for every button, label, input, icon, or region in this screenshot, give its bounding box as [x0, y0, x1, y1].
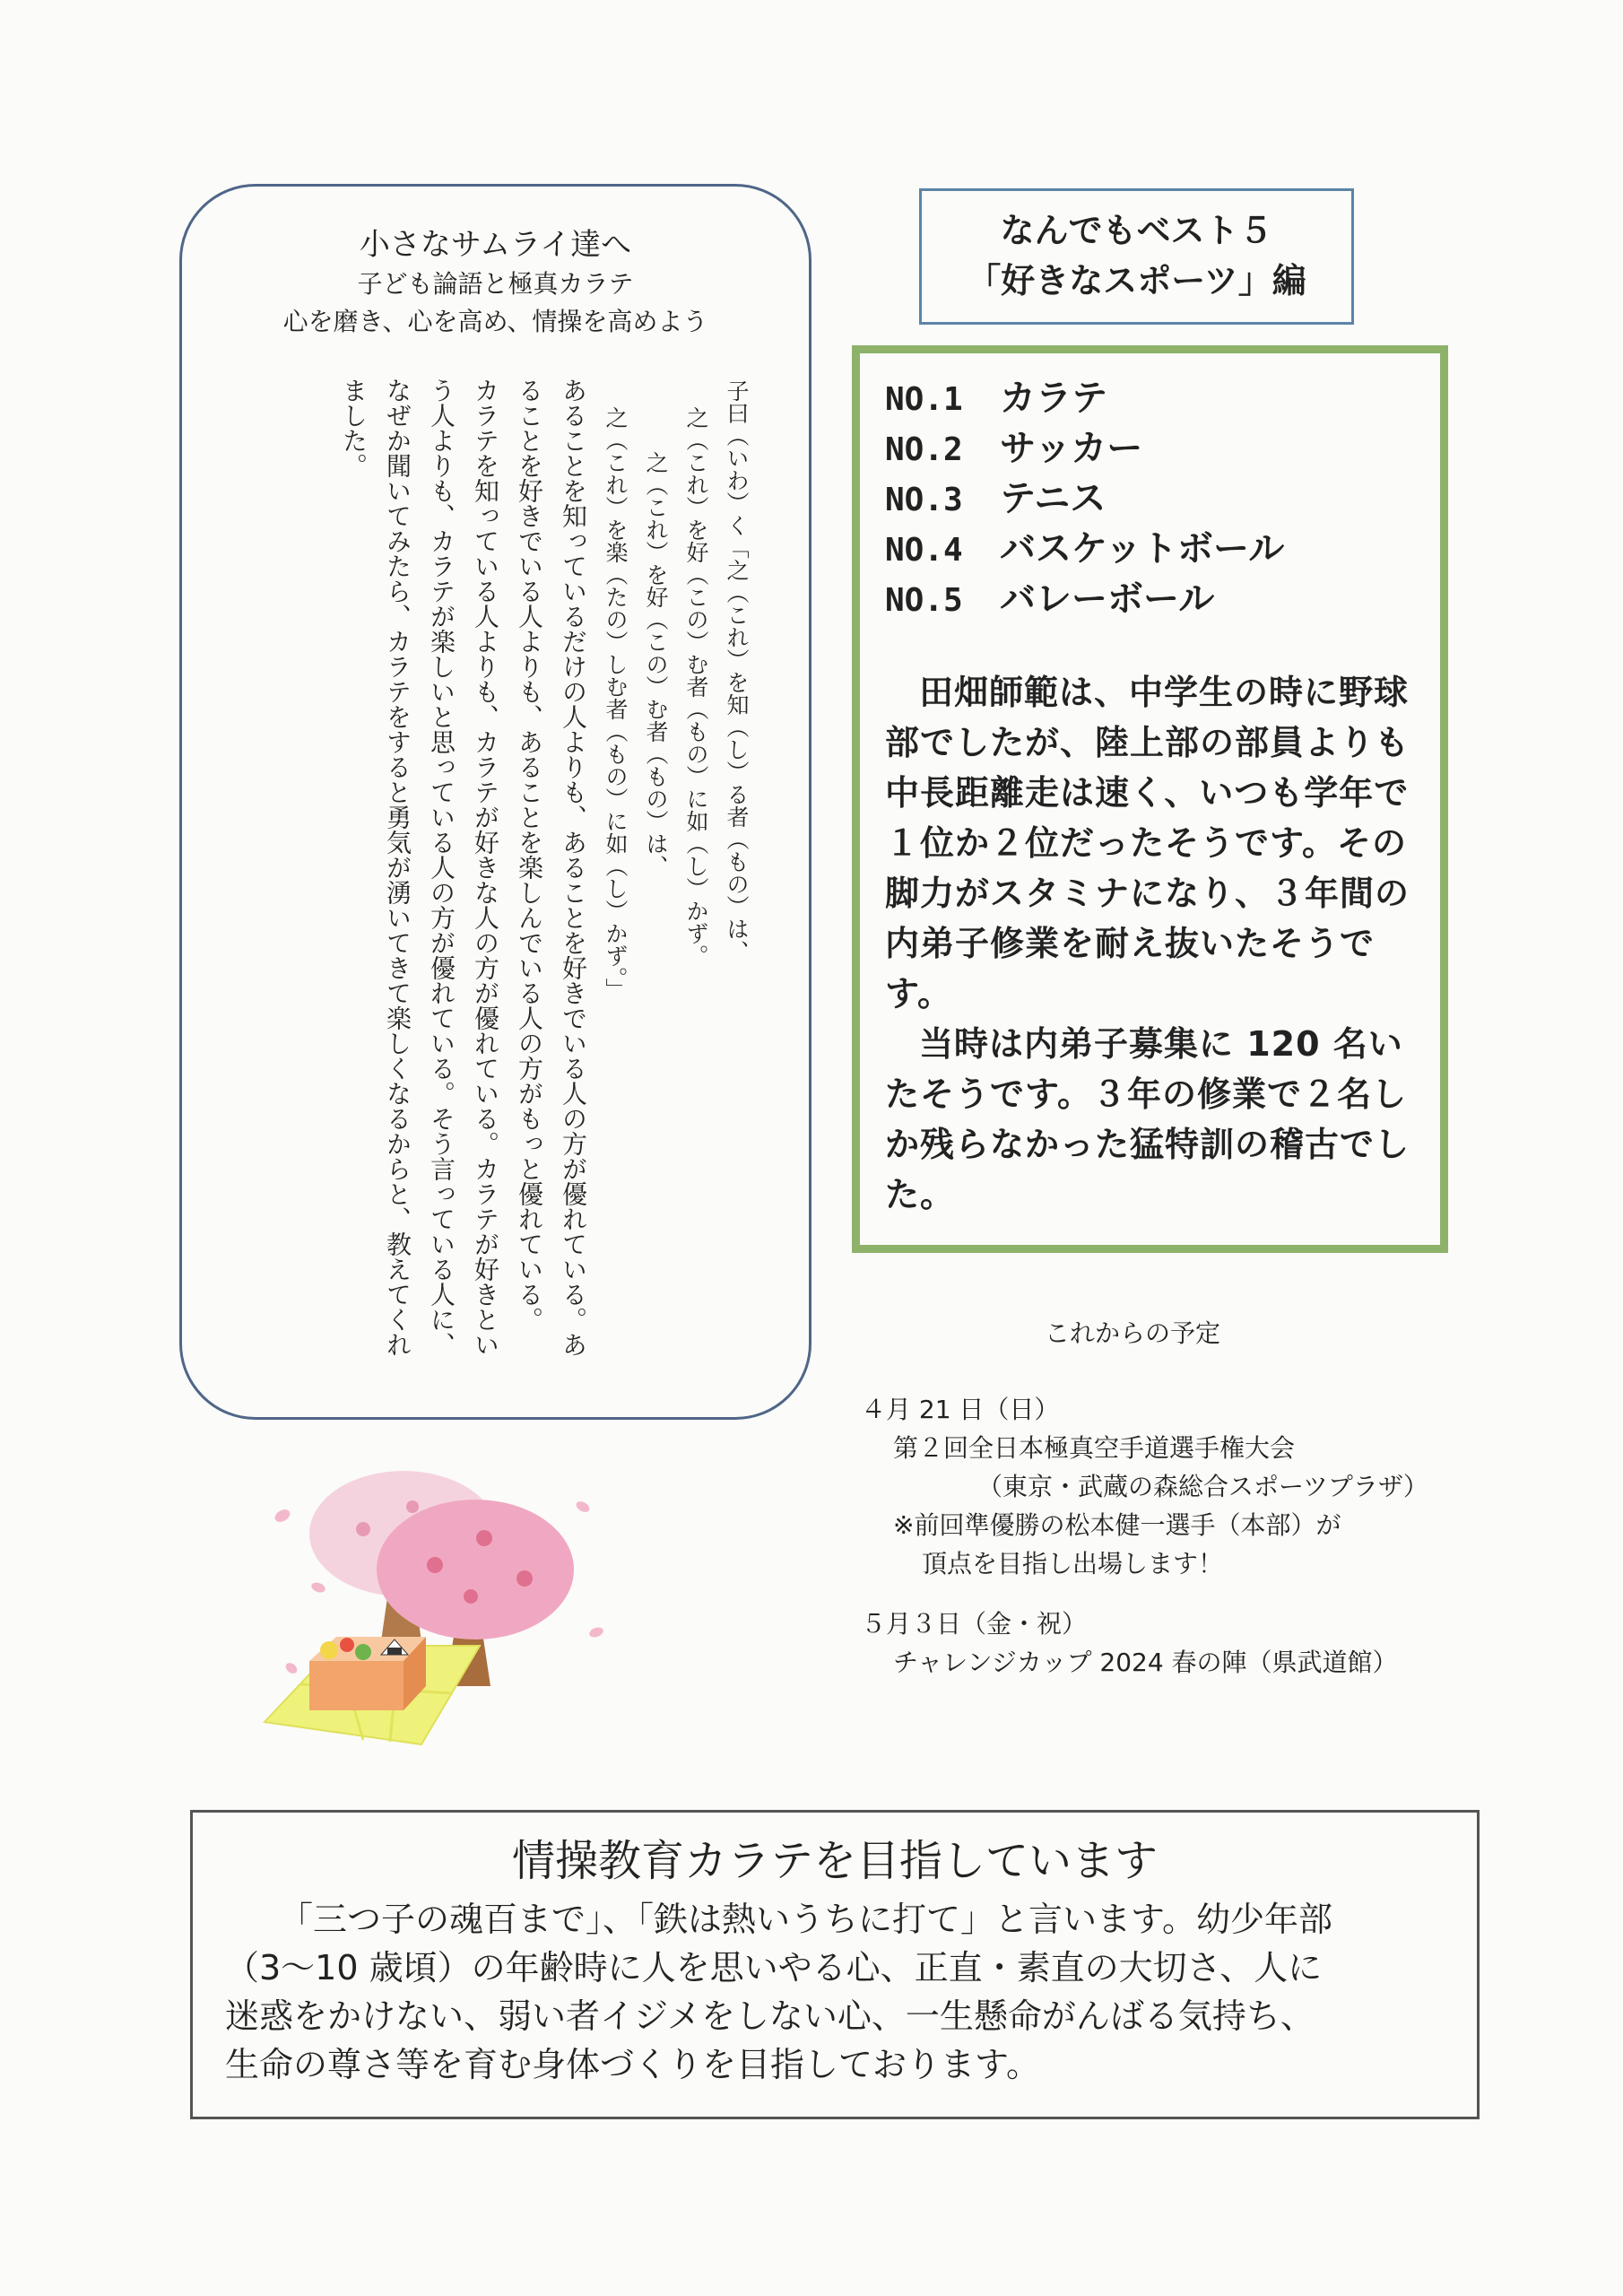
event-venue: （東京・武蔵の森総合スポーツプラザ） [977, 1472, 1428, 1501]
rongo-message: カラテを知っている人よりも、カラテが好きな人の方が優れている。カラテが好きという人よりも、カラテが楽しいと思っている人の方が優れている。そう言っている人に、なぜか聞いてみたら、カラテをすると勇気が湧いてきて楽しくなるからと、教えてくれました。 [339, 378, 500, 1357]
rank-sport: カラテ [1000, 378, 1107, 419]
rongo-title: 小さなサムライ達へ [359, 227, 632, 263]
education-line-2: （3～10 歳頃）の年齢時に人を思いやる心、正直・素直の大切さ、人に [225, 1948, 1323, 1987]
ranking-item [885, 574, 1413, 624]
rank-number: NO.3 [885, 482, 963, 518]
rongo-explanation: あることを知っているだけの人よりも、あることを好きでいる人の方が優れている。あることを好きでいる人よりも、あることを楽しんでいる人の方がもっと優れている。 [515, 378, 588, 1357]
shihan-story [885, 667, 1413, 1220]
ranking-item [885, 373, 1413, 423]
event-name: 第２回全日本極真空手道選手権大会 [893, 1433, 1296, 1463]
rongo-quote-line-2: 之（これ）を好（この）む者（もの）に如（し）かず。 [683, 406, 709, 967]
education-line-1: 「三つ子の魂百まで」、「鉄は熱いうちに打て」と言います。幼少年部 [279, 1900, 1332, 1939]
cherry-blossom-picnic-illustration [256, 1453, 614, 1749]
event-date: ４月 21 日（日） [861, 1395, 1060, 1424]
ranking-list [885, 373, 1413, 624]
rongo-vertical-text [219, 352, 757, 1375]
schedule-event [861, 1390, 1471, 1583]
rongo-subtitle-2: 心を磨き、心を高め、情操を高めよう [282, 307, 708, 336]
rongo-subtitle-1: 子ども論語と極真カラテ [357, 269, 634, 299]
schedule-event [861, 1605, 1471, 1682]
schedule-heading: これからの予定 [1045, 1318, 1221, 1348]
rank-number: NO.2 [885, 431, 963, 468]
shihan-story-paragraph-1: 田畑師範は、中学生の時に野球部でしたが、陸上部の部員よりも中長距離走は速く、いつも学年で１位か２位だったそうです。その脚力がスタミナになり、３年間の内弟子修業を耐え抜いたそうです。 [885, 673, 1410, 1013]
shihan-story-paragraph-2: 当時は内弟子募集に 120 名いたそうです。３年の修業で２名しか残らなかった猛特訓の稽古でした。 [885, 1024, 1410, 1214]
event-note-continued: 頂点を目指し出場します！ [922, 1549, 1224, 1578]
education-line-3: 迷惑をかけない、弱い者イジメをしない心、一生懸命がんばる気持ち、 [225, 1996, 1315, 2036]
event-note: ※前回準優勝の松本健一選手（本部）が [893, 1510, 1341, 1540]
ranking-item [885, 423, 1413, 474]
rongo-quote-line-3: 之（これ）を好（この）む者（もの）は、 [643, 451, 669, 877]
rongo-header [182, 224, 809, 341]
rank-number: NO.4 [885, 532, 963, 569]
best5-title: なんでもベスト５ [1000, 211, 1273, 250]
education-line-4: 生命の尊さ等を育む身体づくりを目指しております。 [225, 2045, 1040, 2084]
ranking-item [885, 524, 1413, 574]
event-name: チャレンジカップ 2024 春の陣（県武道館） [893, 1648, 1398, 1677]
ranking-panel [852, 345, 1448, 1253]
rongo-quote-line-4: 之（これ）を楽（たの）しむ者（もの）に如（し）かず。」 [603, 406, 629, 1001]
schedule-list [861, 1390, 1471, 1703]
education-title: 情操教育カラテを目指しています [511, 1836, 1158, 1886]
rongo-quote-line-1: 子曰（いわ）く「之（これ）を知（し）る者（もの）は、 [724, 379, 750, 962]
best5-subtitle: 「好きなスポーツ」編 [967, 261, 1306, 300]
ranking-item [885, 474, 1413, 524]
education-body [220, 1895, 1450, 2089]
education-panel [190, 1810, 1480, 2119]
rank-sport: バレーボール [1000, 578, 1215, 620]
event-date: ５月３日（金・祝） [861, 1609, 1088, 1639]
rank-number: NO.5 [885, 582, 963, 619]
rank-number: NO.1 [885, 381, 963, 418]
rank-sport: バスケットボール [1000, 528, 1285, 570]
rongo-panel [179, 184, 812, 1420]
rank-sport: テニス [1000, 478, 1107, 519]
best5-title-box [919, 188, 1354, 325]
rank-sport: サッカー [1000, 428, 1143, 469]
